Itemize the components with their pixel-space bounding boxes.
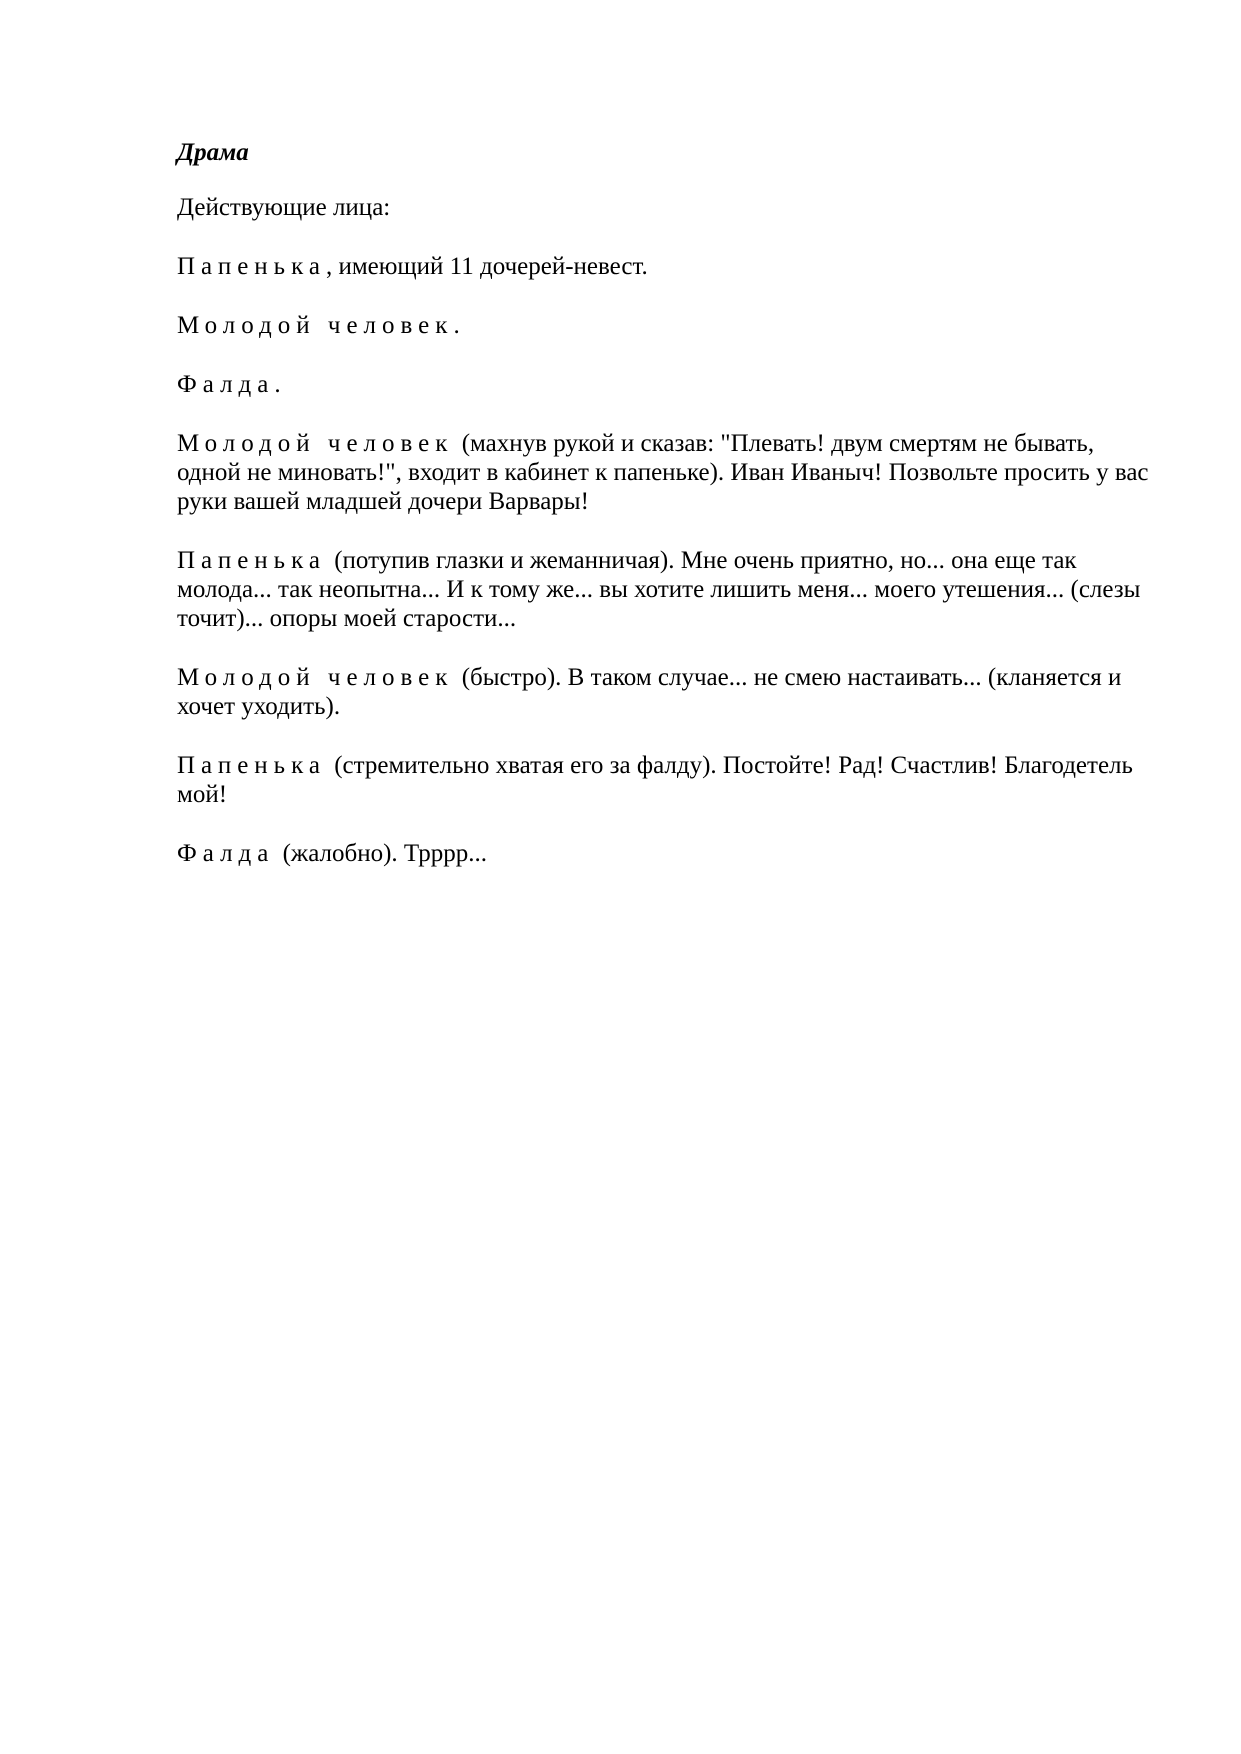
dialogue-line <box>177 546 1157 633</box>
speaker-name: Фалда <box>177 840 275 867</box>
character-name: Фалда <box>177 371 275 398</box>
speaker-name: Молодой человек <box>177 430 454 457</box>
document-body <box>177 138 1157 898</box>
speech-text: (махнув рукой и сказав: "Плевать! двум смертям не бывать, одной не миновать!", входит в кабинет к папеньке). Иван Иваныч! Позвольте просить у вас руки вашей младшей дочери Варвары! <box>177 430 1149 515</box>
cast-heading: Действующие лица: <box>177 194 391 221</box>
speech-text: (стремительно хватая его за фалду). Постойте! Рад! Счастлив! Благодетель мой! <box>177 752 1133 808</box>
speaker-name: Папенька <box>177 752 326 779</box>
dialogue-line <box>177 839 1157 868</box>
speech-text: (потупив глазки и жеманничая). Мне очень приятно, но... она еще так молода... так неопытна... И к тому же... вы хотите лишить меня... моего утешения... (слезы точит)... опоры моей старости... <box>177 547 1141 632</box>
speaker-name: Папенька <box>177 547 326 574</box>
character-description: , имеющий 11 дочерей-невест. <box>325 253 648 280</box>
character-name: Папенька <box>177 253 326 280</box>
document-title: Драма <box>177 139 249 166</box>
cast-item-falda <box>177 370 1157 399</box>
speaker-name: Молодой человек <box>177 664 454 691</box>
character-description: . <box>453 312 460 339</box>
character-name: Молодой человек <box>177 312 454 339</box>
cast-item-young-man <box>177 311 1157 340</box>
speech-text: (быстро). В таком случае... не смею настаивать... (кланяется и хочет уходить). <box>177 664 1122 720</box>
character-description: . <box>274 371 281 398</box>
cast-item-papenka <box>177 252 1157 281</box>
dialogue-line <box>177 663 1157 721</box>
dialogue-line <box>177 429 1157 516</box>
speech-text: (жалобно). Трррр... <box>276 840 487 867</box>
dialogue-line <box>177 751 1157 809</box>
